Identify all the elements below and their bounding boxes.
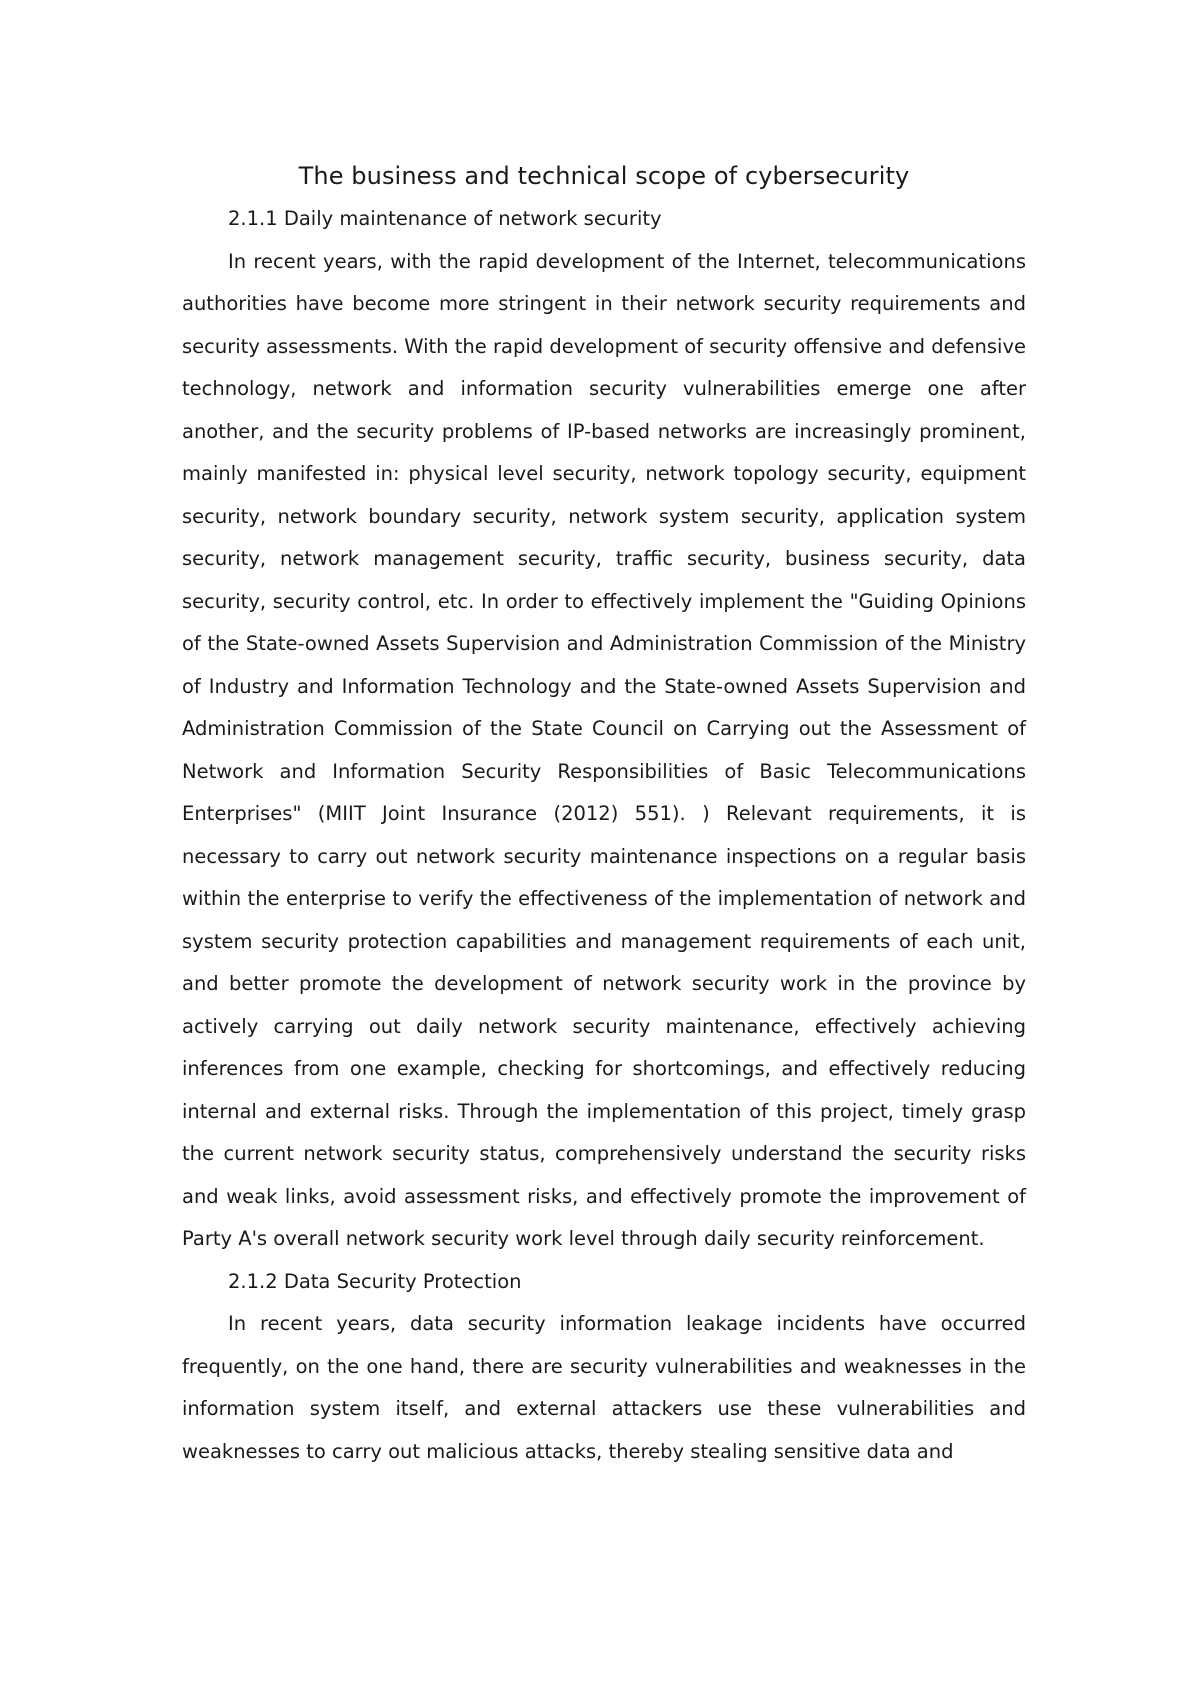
section-paragraph-2-1-2: In recent years, data security information leakage incidents have occurred frequently, on the one hand, there are security vulnerabilities and weaknesses in the information system itself, and external attackers use these vulnerabilities and weaknesses to carry out malicious attacks, thereby stealing sensitive data and (182, 1312, 1026, 1463)
section-daily-maintenance (182, 198, 1026, 1261)
section-paragraph-2-1-1: In recent years, with the rapid development of the Internet, telecommunications authorities have become more stringent in their network security requirements and security assessments. With the rapid development of security offensive and defensive technology, network and information security vulnerabilities emerge one after another, and the security problems of IP-based networks are increasingly prominent, mainly manifested in: physical level security, network topology security, equipment security, network boundary security, network system security, application system security, network management security, traffic security, business security, data security, security control, etc. In order to effectively implement the "Guiding Opinions of the State-owned Assets Supervision and Administration Commission of the Ministry of Industry and Information Technology and the State-owned Assets Supervision and Administration Commission of the State Council on Carrying out the Assessment of Network and Information Security Responsibilities of Basic Telecommunications Enterprises" (MIIT Joint Insurance (2012) 551). ) Relevant requirements, it is necessary to carry out network security maintenance inspections on a regular basis within the enterprise to verify the effectiveness of the implementation of network and system security protection capabilities and management requirements of each unit, and better promote the development of network security work in the province by actively carrying out daily network security maintenance, effectively achieving inferences from one example, checking for shortcomings, and effectively reducing internal and external risks. Through the implementation of this project, timely grasp the current network security status, comprehensively understand the security risks and weak links, avoid assessment risks, and effectively promote the improvement of Party A's overall network security work level through daily security reinforcement. (182, 249, 1026, 1250)
document-page (182, 155, 1026, 1473)
section-heading-2-1-1: 2.1.1 Daily maintenance of network security (228, 207, 662, 230)
section-heading-2-1-2: 2.1.2 Data Security Protection (228, 1269, 522, 1293)
document-title: The business and technical scope of cybersecurity (298, 162, 910, 190)
section-data-security (182, 1261, 1026, 1474)
